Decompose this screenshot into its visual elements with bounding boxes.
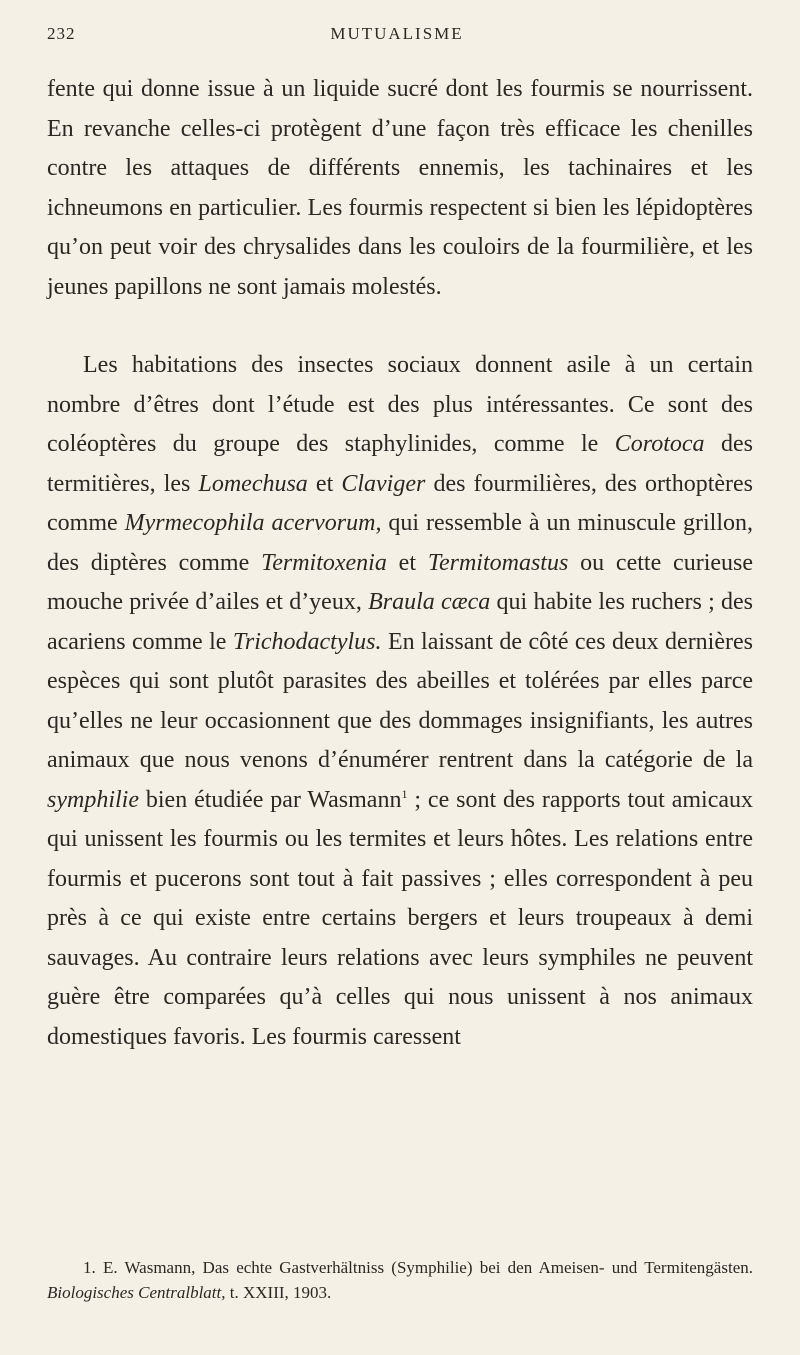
running-title: MUTUALISME xyxy=(330,24,464,43)
text-run: t. XXIII, 1903. xyxy=(225,1283,332,1302)
text-run: bien étudiée par Wasmann xyxy=(138,786,402,813)
paragraph-2 xyxy=(47,346,753,1057)
footnote xyxy=(47,1255,753,1305)
italic-term: Trichodactylus. xyxy=(232,628,382,655)
italic-term: Termitomastus xyxy=(427,549,569,576)
text-run: ; ce sont des rapports tout amicaux qui unissent les fourmis ou les termites et leurs hôtes. Les relations entre fourmis et pucerons sont tout à fait passives ; elles correspondent à peu près à ce qui existe entre certains bergers et leurs troupeaux à demi sauvages. Au contraire leurs relations avec leurs symphiles ne peuvent guère être comparées qu’à celles qui nous unissent à nos animaux domestiques favoris. Les fourmis caressent xyxy=(47,786,753,1050)
italic-term: Lomechusa xyxy=(198,470,308,497)
main-text xyxy=(47,70,753,1057)
text-run: qui habite les ruchers ; des acariens comme le xyxy=(47,589,754,655)
text-run: des fourmilières, des orthoptères comme xyxy=(47,470,753,536)
text-run: Les habitations des insectes sociaux donnent asile à un certain nombre d’êtres dont l’étude est des plus intéressantes. Ce sont des coléoptères du groupe des staphylinides, comme le xyxy=(47,352,753,457)
text-run: En laissant de côté ces deux dernières espèces qui sont plutôt parasites des abeilles et tolérées par elles parce qu’elles ne leur occasionnent que des dommages insignifiants, les autres animaux que nous venons d’énumérer rentrent dans la catégorie de la xyxy=(47,628,753,773)
italic-term: Myrmecophila acervorum, xyxy=(124,510,382,536)
italic-term: Claviger xyxy=(341,470,426,497)
text-run: et xyxy=(386,549,428,576)
text-run: et xyxy=(307,470,342,497)
italic-term: Biologisches Centralblatt, xyxy=(47,1283,226,1302)
page-number: 232 xyxy=(47,24,76,43)
text-run: des termitières, les xyxy=(47,431,753,497)
text-run: ou cette curieuse mouche privée d’ailes et d’yeux, xyxy=(47,549,754,615)
text-run: qui ressemble à un minuscule grillon, des diptères comme xyxy=(47,510,753,576)
footnote-reference: 1 xyxy=(401,786,408,801)
page-header xyxy=(47,24,747,54)
text-run: 1. E. Wasmann, Das echte Gastverhältniss (Symphilie) bei den Ameisen- und Termitengästen. xyxy=(83,1258,753,1277)
italic-term: Braula cæca xyxy=(368,589,491,615)
italic-term: Corotoca xyxy=(614,431,705,457)
paragraph-1 xyxy=(47,70,753,307)
italic-term: Termitoxenia xyxy=(261,549,387,576)
text-run: fente qui donne issue à un liquide sucré dont les fourmis se nourrissent. En revanche celles-ci protègent d’une façon très efficace les chenilles contre les attaques de différents ennemis, les tachinaires et les ichneumons en particulier. Les fourmis respectent si bien les lépidoptères qu’on peut voir des chrysalides dans les couloirs de la fourmilière, et les jeunes papillons ne sont jamais molestés. xyxy=(47,76,753,300)
italic-term: symphilie xyxy=(47,786,139,813)
